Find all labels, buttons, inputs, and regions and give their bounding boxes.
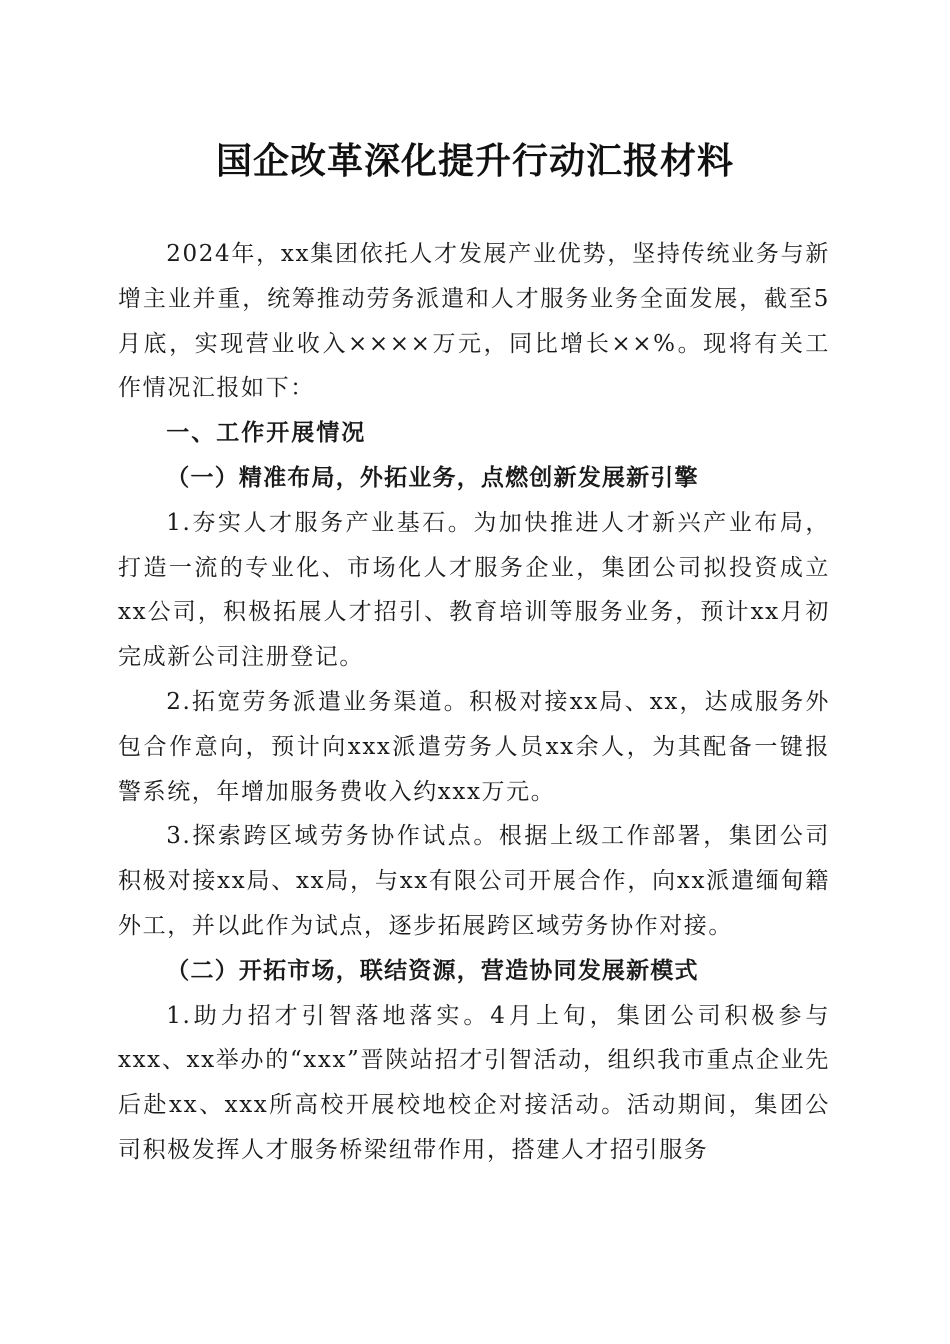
paragraph-item-1-3: 3.探索跨区域劳务协作试点。根据上级工作部署，集团公司积极对接xx局、xx局，与xx有限公司开展合作，向xx派遣缅甸籍外工，并以此作为试点，逐步拓展跨区域劳务协作对接。 bbox=[118, 823, 830, 939]
paragraph-item-1-1: 1.夯实人才服务产业基石。为加快推进人才新兴产业布局，打造一流的专业化、市场化人才服务企业，集团公司拟投资成立xx公司，积极拓展人才招引、教育培训等服务业务，预计xx月初完成新公司注册登记。 bbox=[118, 509, 830, 671]
paragraph-item-1-2: 2.拓宽劳务派遣业务渠道。积极对接xx局、xx，达成服务外包合作意向，预计向xxx派遣劳务人员xx余人，为其配备一键报警系统，年增加服务费收入约xxx万元。 bbox=[118, 688, 830, 805]
intro-paragraph: 2024年，xx集团依托人才发展产业优势，坚持传统业务与新增主业并重，统筹推动劳务派遣和人才服务业务全面发展，截至5月底，实现营业收入××××万元，同比增长××%。现将有关工作情况汇报如下： bbox=[118, 241, 830, 402]
document-title: 国企改革深化提升行动汇报材料 bbox=[215, 140, 734, 182]
section-heading-work-status: 一、工作开展情况 bbox=[166, 420, 367, 447]
document-body bbox=[118, 232, 830, 1173]
paragraph-item-2-1: 1.助力招才引智落地落实。4月上旬，集团公司积极参与xxx、xx举办的“xxx”晋陕站招才引智活动，组织我市重点企业先后赴xx、xxx所高校开展校地校企对接活动。活动期间，集团公司积极发挥人才服务桥梁纽带作用，搭建人才招引服务 bbox=[118, 1002, 830, 1163]
subsection-heading-1: （一）精准布局，外拓业务，点燃创新发展新引擎 bbox=[166, 463, 699, 491]
subsection-heading-2: （二）开拓市场，联结资源，营造协同发展新模式 bbox=[166, 956, 699, 984]
